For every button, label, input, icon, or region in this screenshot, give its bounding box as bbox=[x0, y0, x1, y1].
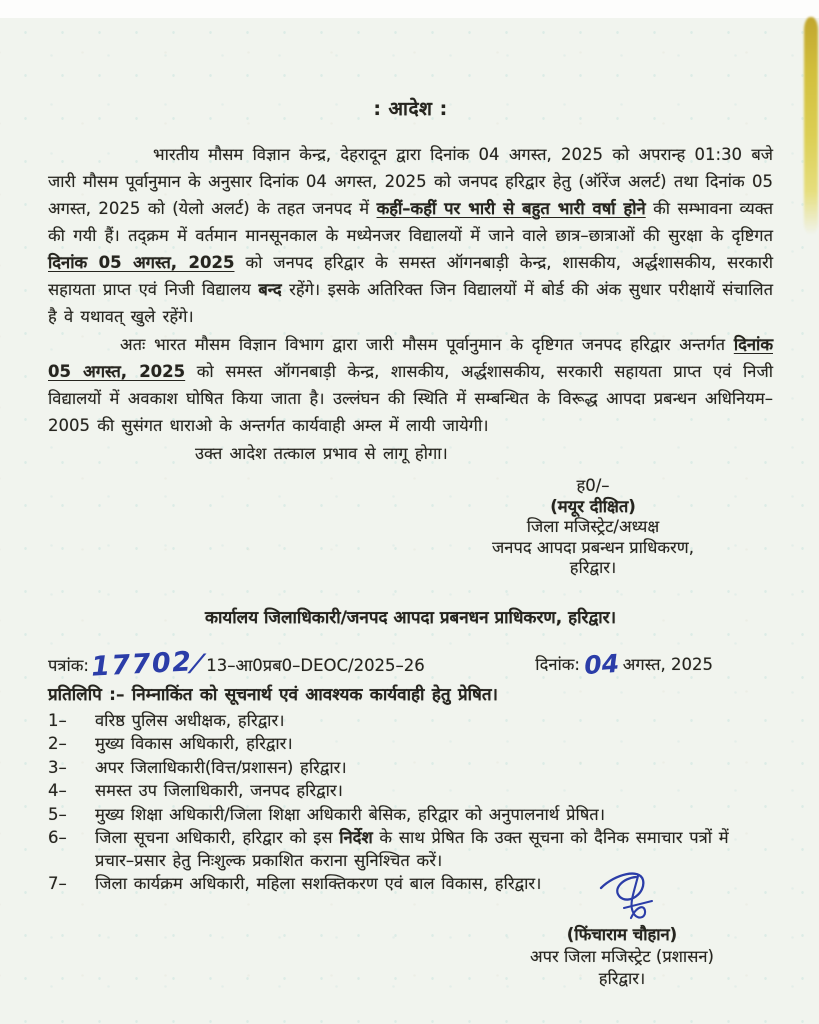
letter-number-label: पत्रांक: bbox=[48, 655, 89, 675]
signatory-adm-name: (फिंचाराम चौहान) bbox=[566, 924, 678, 944]
closed-word: बन्द bbox=[258, 280, 282, 299]
list-item-number: 4– bbox=[48, 781, 67, 800]
list-item bbox=[48, 733, 773, 756]
paragraph-text: रहेंगे। इसके अतिरिक्त जिन विद्यालयों में बोर्ड की अंक सुधार परीक्षायें संचालित है वे यथावत् खुले रहेंगे। bbox=[48, 280, 773, 326]
list-item-number: 6– bbox=[48, 828, 67, 847]
list-item-text: मुख्य विकास अधिकारी, हरिद्वार। bbox=[95, 734, 293, 753]
list-item-text: जिला कार्यक्रम अधिकारी, महिला सशक्तिकरण एवं बाल विकास, हरिद्वार। bbox=[95, 874, 542, 893]
paragraph-text: अतः भारत मौसम विज्ञान विभाग द्वारा जारी मौसम पूर्वानुमान के दृष्टिगत जनपद हरिद्वार अन्तर्गत bbox=[120, 335, 734, 354]
date-rest: अगस्त, 2025 bbox=[622, 654, 713, 674]
signatory-dm-authority: जनपद आपदा प्रबन्धन प्राधिकरण, bbox=[492, 537, 694, 557]
letter-number-rest: 13–आ0प्रब0–DEOC/2025–26 bbox=[206, 655, 425, 675]
order-effective-line: उक्त आदेश तत्काल प्रभाव से लागू होगा। bbox=[195, 444, 448, 463]
list-item bbox=[48, 780, 773, 803]
list-item-text: मुख्य शिक्षा अधिकारी/जिला शिक्षा अधिकारी बेसिक, हरिद्वार को अनुपालनार्थ प्रेषित। bbox=[95, 804, 605, 824]
page-curl-yellow-edge bbox=[804, 17, 818, 235]
paragraph-text: की सम्भावना व्यक्त की गयी हैं। तद्क्रम में वर्तमान मानसूनकाल के मध्येनजर विद्यालयों में जाने वाले छात्र–छात्राओं की सुरक्षा के दृष्टिगत bbox=[48, 199, 773, 245]
handwritten-signature-mark bbox=[595, 866, 675, 928]
paragraph-text: को समस्त ऑगनबाड़ी केन्द्र, शासकीय, अर्द्धशासकीय, सरकारी सहायता प्राप्त एवं निजी विद्यालयों में अवकाश घोषित किया जाता है। उल्लंघन की स्थिति में सम्बन्धित के विरूद्ध आपदा प्रबन्धन अधिनियम–2005 की सुसंगत धाराओ के अन्तर्गत कार्यवाही अम्ल में लायी जायेगी। bbox=[48, 362, 773, 435]
handwritten-letter-number: 17702 bbox=[90, 645, 194, 683]
signatory-dm-place: हरिद्वार। bbox=[569, 558, 617, 577]
list-item-number: 2– bbox=[48, 734, 67, 753]
paragraph-text: को जनपद हरिद्वार के समस्त ऑगनबाड़ी केन्द्र, शासकीय, अर्द्धशासकीय, सरकारी सहायता प्राप्त एवं निजी विद्यालय bbox=[48, 253, 773, 299]
handwritten-slash: ∕ bbox=[188, 648, 207, 677]
reference-row bbox=[48, 645, 773, 683]
letter-date bbox=[535, 647, 773, 680]
holiday-date-phrase: दिनांक 05 अगस्त, 2025 bbox=[48, 335, 773, 381]
order-title: : आदेश : bbox=[373, 98, 448, 120]
paragraph-text: भारतीय मौसम विज्ञान केन्द्र, देहरादून द्वारा दिनांक 04 अगस्त, 2025 को अपरान्ह 01:30 बजे जारी मौसम पूर्वानुमान के अनुसार दिनांक 04 अगस्त, 2025 को जनपद हरिद्वार हेतु (ऑरेंज अलर्ट) तथा दिनांक 05 अगस्त, 2025 को (येलो अलर्ट) के तहत जनपद में bbox=[48, 145, 773, 218]
handwritten-date: 04 bbox=[583, 648, 620, 680]
list-item-text: अपर जिलाधिकारी(वित्त/प्रशासन) हरिद्वार। bbox=[95, 757, 347, 777]
directive-word: निर्देश bbox=[339, 828, 373, 847]
list-item bbox=[48, 710, 773, 733]
letter-number bbox=[48, 645, 425, 683]
office-line: कार्यालय जिलाधिकारी/जनपद आपदा प्रबनधन प्राधिकरण, हरिद्वार। bbox=[204, 607, 617, 628]
signatory-adm-place: हरिद्वार। bbox=[598, 968, 646, 988]
list-item-text: समस्त उप जिलाधिकारी, जनपद हरिद्वार। bbox=[95, 781, 343, 800]
date-label: दिनांक: bbox=[535, 654, 580, 674]
list-item-text: जिला सूचना अधिकारी, हरिद्वार को इस निर्देश के साथ प्रेषित कि उक्त सूचना को दैनिक समाचार पत्रों में प्रचार–प्रसार हेतु निःशुल्क प्रकाशित कराना सुनिश्चित करें। bbox=[95, 828, 729, 870]
list-item-number: 5– bbox=[48, 804, 67, 824]
signature-area bbox=[477, 898, 767, 924]
signatory-adm-block bbox=[477, 898, 767, 990]
list-item-text: वरिष्ठ पुलिस अधीक्षक, हरिद्वार। bbox=[95, 710, 285, 730]
list-item bbox=[48, 757, 773, 780]
order-paragraph-2 bbox=[48, 331, 773, 439]
list-item bbox=[48, 804, 773, 827]
list-item-number: 1– bbox=[48, 710, 67, 730]
signatory-adm-designation: अपर जिला मजिस्ट्रेट (प्रशासन) bbox=[530, 946, 714, 966]
document-body bbox=[48, 0, 773, 990]
signatory-dm-name: (मयूर दीक्षित) bbox=[550, 496, 636, 516]
list-item-number: 3– bbox=[48, 757, 67, 777]
signed-mark: ह0/– bbox=[576, 476, 610, 495]
heavy-rain-warning-phrase: कहीं–कहीं पर भारी से बहुत भारी वर्षा होने bbox=[376, 199, 646, 218]
list-item-number: 7– bbox=[48, 874, 67, 893]
closure-date-phrase: दिनांक 05 अगस्त, 2025 bbox=[48, 253, 235, 272]
copies-heading: प्रतिलिपि :– निम्नाकिंत को सूचनार्थ एवं आवश्यक कार्यवाही हेतु प्रेषित। bbox=[48, 684, 498, 705]
signatory-dm-block bbox=[463, 476, 723, 579]
signatory-dm-designation: जिला मजिस्ट्रेट/अध्यक्ष bbox=[526, 517, 660, 536]
order-paragraph-1 bbox=[48, 141, 773, 330]
